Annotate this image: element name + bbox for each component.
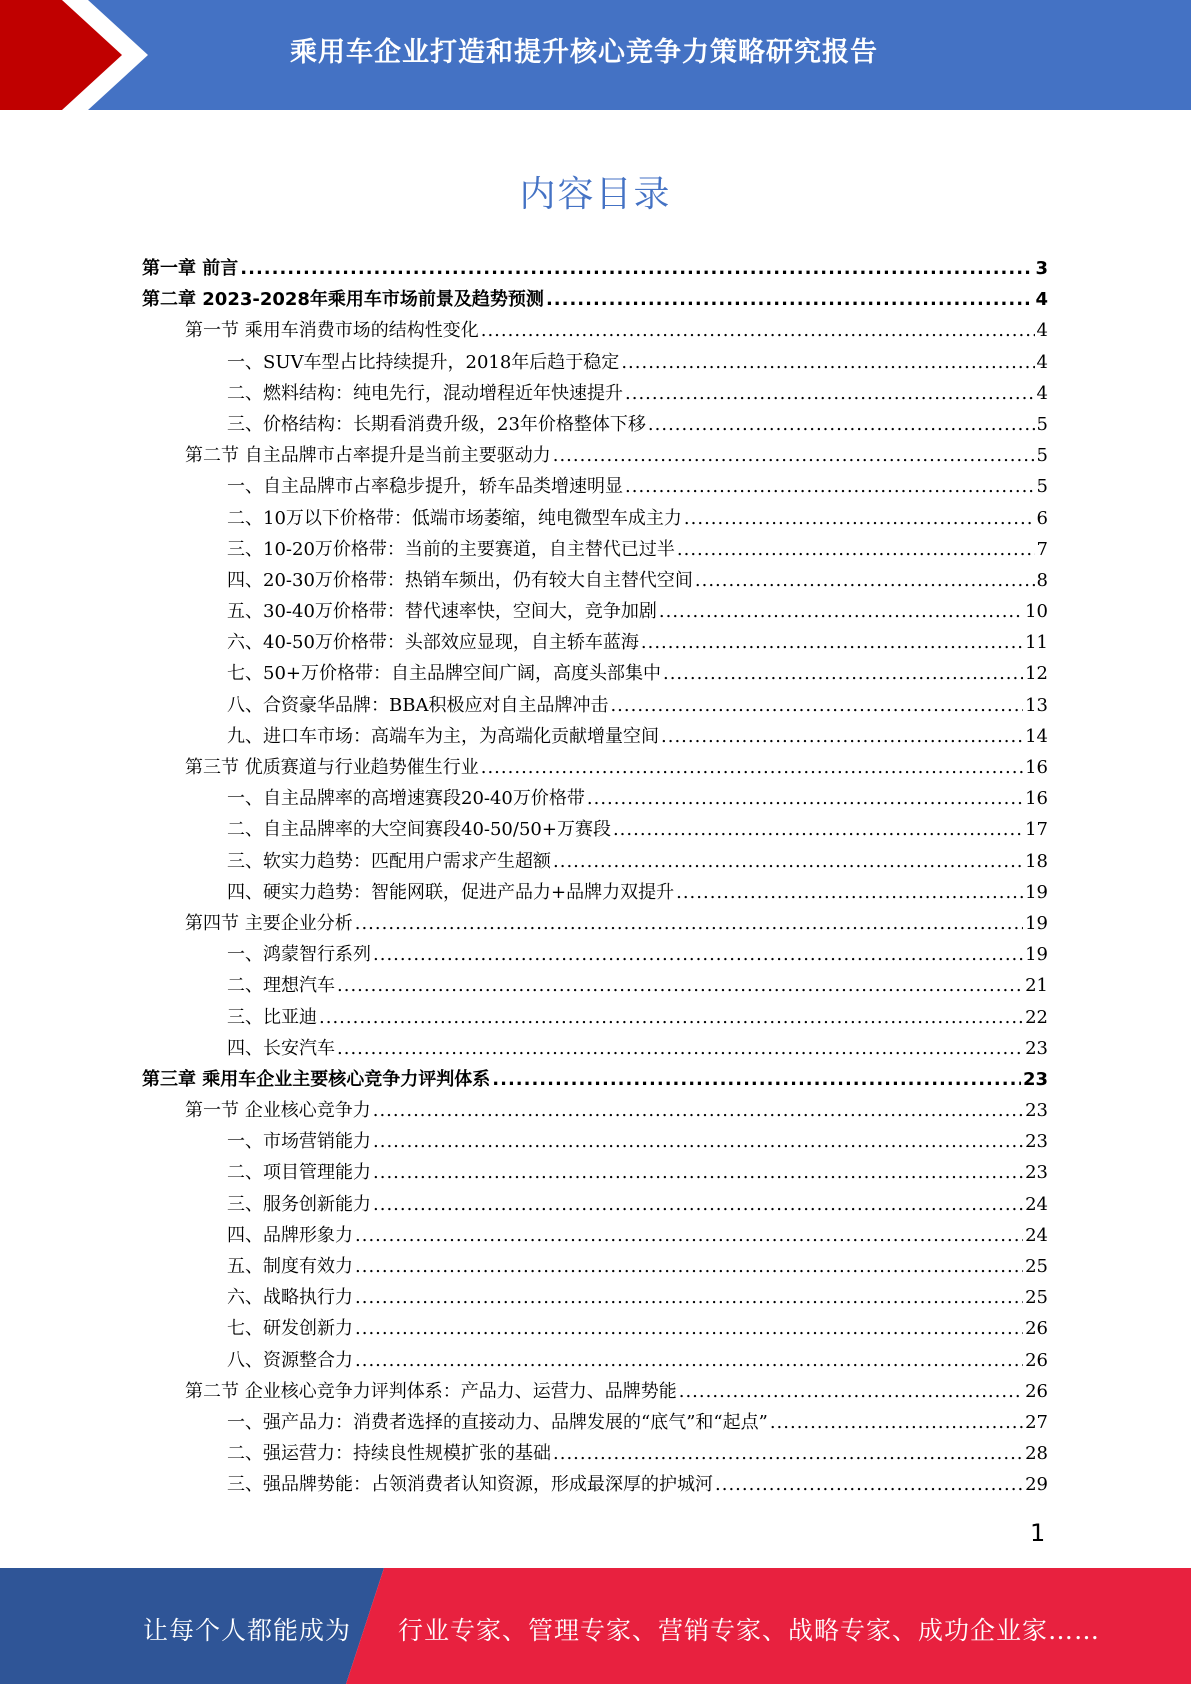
toc-entry-page: 4 xyxy=(1036,382,1048,404)
toc-subsection-entry[interactable] xyxy=(142,534,1048,565)
toc-dot-leader xyxy=(553,846,1023,877)
toc-dot-leader xyxy=(587,783,1023,814)
toc-entry-text: 三、10-20万价格带：当前的主要赛道，自主替代已过半 xyxy=(227,538,675,560)
toc-dot-leader xyxy=(481,315,1035,346)
toc-subsection-entry[interactable] xyxy=(142,690,1048,721)
toc-subsection-entry[interactable] xyxy=(142,658,1048,689)
toc-entry-page: 14 xyxy=(1025,725,1048,747)
toc-subsection-entry[interactable] xyxy=(142,783,1048,814)
toc-dot-leader xyxy=(337,970,1023,1001)
toc-dot-leader xyxy=(355,908,1023,939)
toc-entry-text: 第二节 自主品牌市占率提升是当前主要驱动力 xyxy=(185,445,551,467)
toc-dot-leader xyxy=(355,1251,1023,1282)
toc-entry-page: 24 xyxy=(1025,1224,1048,1246)
toc-entry-page: 4 xyxy=(1035,289,1048,311)
toc-entry-text: 一、自主品牌率的高增速赛段20-40万价格带 xyxy=(227,788,585,810)
toc-entry-text: 七、50+万价格带：自主品牌空间广阔，高度头部集中 xyxy=(227,663,661,685)
toc-entry-page: 16 xyxy=(1025,788,1048,810)
toc-dot-leader xyxy=(676,877,1023,908)
toc-dot-leader xyxy=(319,1002,1023,1033)
toc-entry-text: 第三节 优质赛道与行业趋势催生行业 xyxy=(185,757,479,778)
toc-dot-leader xyxy=(240,253,1033,284)
toc-subsection-entry[interactable] xyxy=(142,877,1048,908)
footer-slogan-right: 行业专家、管理专家、营销专家、战略专家、成功企业家…… xyxy=(398,1616,1101,1645)
toc-entry-text: 第二章 2023-2028年乘用车市场前景及趋势预测 xyxy=(142,289,544,311)
toc-entry-text: 三、服务创新能力 xyxy=(227,1193,371,1215)
toc-entry-text: 二、项目管理能力 xyxy=(227,1162,371,1184)
toc-section-entry[interactable] xyxy=(142,908,1048,939)
toc-dot-leader xyxy=(373,1126,1023,1157)
toc-entry-page: 18 xyxy=(1025,850,1048,872)
toc-dot-leader xyxy=(492,1064,1021,1095)
toc-dot-leader xyxy=(715,1469,1023,1500)
toc-dot-leader xyxy=(355,1313,1023,1344)
toc-entry-page: 26 xyxy=(1025,1380,1048,1402)
toc-entry-page: 19 xyxy=(1025,944,1048,966)
toc-entry-text: 六、40-50万价格带：头部效应显现，自主轿车蓝海 xyxy=(227,632,639,654)
toc-entry-text: 九、进口车市场：高端车为主，为高端化贡献增量空间 xyxy=(227,725,659,747)
toc-entry-page: 5 xyxy=(1036,413,1048,435)
toc-entry-text: 第一节 乘用车消费市场的结构性变化 xyxy=(185,320,479,342)
toc-entry-page: 26 xyxy=(1025,1349,1048,1371)
toc-entry-page: 3 xyxy=(1035,258,1048,279)
toc-entry-text: 一、自主品牌市占率稳步提升，轿车品类增速明显 xyxy=(227,476,623,498)
toc-entry-page: 5 xyxy=(1036,445,1048,467)
toc-dot-leader xyxy=(355,1345,1023,1376)
toc-entry-text: 二、强运营力：持续良性规模扩张的基础 xyxy=(227,1443,551,1465)
toc-entry-text: 第二节 企业核心竞争力评判体系：产品力、运营力、品牌势能 xyxy=(185,1380,677,1402)
toc-subsection-entry[interactable] xyxy=(142,1189,1048,1220)
toc-entry-page: 26 xyxy=(1025,1318,1048,1340)
toc-entry-page: 27 xyxy=(1025,1411,1048,1433)
toc-subsection-entry[interactable] xyxy=(142,939,1048,970)
toc-entry-text: 五、制度有效力 xyxy=(227,1256,353,1277)
toc-entry-text: 二、理想汽车 xyxy=(227,975,335,997)
toc-dot-leader xyxy=(373,1189,1023,1220)
toc-entry-page: 5 xyxy=(1036,476,1048,498)
toc-dot-leader xyxy=(641,627,1023,658)
toc-subsection-entry[interactable] xyxy=(142,1220,1048,1251)
toc-dot-leader xyxy=(481,752,1023,783)
toc-entry-text: 三、软实力趋势：匹配用户需求产生超额 xyxy=(227,850,551,872)
toc-entry-page: 25 xyxy=(1025,1256,1048,1277)
toc-entry-page: 23 xyxy=(1025,1037,1048,1059)
toc-entry-page: 13 xyxy=(1025,694,1048,716)
toc-subsection-entry[interactable] xyxy=(142,814,1048,845)
toc-entry-page: 24 xyxy=(1025,1193,1048,1215)
table-of-contents xyxy=(142,253,1048,1501)
toc-dot-leader xyxy=(373,1095,1023,1126)
toc-dot-leader xyxy=(663,658,1023,689)
toc-dot-leader xyxy=(679,1376,1023,1407)
toc-entry-text: 四、硬实力趋势：智能网联，促进产品力+品牌力双提升 xyxy=(227,881,675,903)
toc-subsection-entry[interactable] xyxy=(142,1313,1048,1344)
toc-section-entry[interactable] xyxy=(142,1095,1048,1126)
toc-subsection-entry[interactable] xyxy=(142,1251,1048,1282)
toc-entry-page: 19 xyxy=(1025,912,1048,934)
toc-entry-text: 一、市场营销能力 xyxy=(227,1131,371,1153)
page-number: 1 xyxy=(1030,1519,1046,1547)
toc-entry-text: 一、鸿蒙智行系列 xyxy=(227,944,371,966)
toc-entry-text: 六、战略执行力 xyxy=(227,1287,353,1309)
toc-section-entry[interactable] xyxy=(142,1376,1048,1407)
toc-dot-leader xyxy=(355,1282,1023,1313)
toc-entry-text: 二、燃料结构：纯电先行，混动增程近年快速提升 xyxy=(227,382,623,404)
toc-entry-text: 第一章 前言 xyxy=(142,258,239,279)
toc-section-entry[interactable] xyxy=(142,315,1048,346)
toc-entry-text: 八、合资豪华品牌：BBA积极应对自主品牌冲击 xyxy=(227,694,609,716)
toc-entry-text: 四、长安汽车 xyxy=(227,1037,335,1059)
toc-subsection-entry[interactable] xyxy=(142,1345,1048,1376)
toc-entry-text: 三、强品牌势能：占领消费者认知资源，形成最深厚的护城河 xyxy=(227,1474,713,1496)
toc-entry-page: 7 xyxy=(1036,538,1048,560)
toc-entry-page: 28 xyxy=(1025,1443,1048,1465)
toc-dot-leader xyxy=(677,534,1035,565)
footer-slogan-left: 让每个人都能成为 xyxy=(143,1616,352,1645)
toc-entry-text: 第三章 乘用车企业主要核心竞争力评判体系 xyxy=(142,1068,491,1090)
toc-dot-leader xyxy=(337,1033,1023,1064)
toc-dot-leader xyxy=(621,347,1034,378)
toc-entry-page: 8 xyxy=(1036,569,1048,591)
toc-entry-text: 四、品牌形象力 xyxy=(227,1224,353,1246)
toc-subsection-entry[interactable] xyxy=(142,1469,1048,1500)
toc-entry-text: 七、研发创新力 xyxy=(227,1318,353,1340)
toc-entry-text: 一、强产品力：消费者选择的直接动力、品牌发展的“底气”和“起点” xyxy=(227,1411,768,1433)
toc-entry-page: 6 xyxy=(1036,507,1048,529)
toc-dot-leader xyxy=(613,814,1023,845)
toc-entry-text: 三、比亚迪 xyxy=(227,1006,317,1028)
toc-entry-page: 12 xyxy=(1025,663,1048,685)
toc-heading: 内容目录 xyxy=(519,174,672,215)
toc-entry-page: 21 xyxy=(1025,975,1048,997)
toc-entry-text: 二、自主品牌率的大空间赛段40-50/50+万赛段 xyxy=(227,819,611,841)
toc-entry-page: 29 xyxy=(1025,1474,1048,1496)
toc-subsection-entry[interactable] xyxy=(142,1126,1048,1157)
toc-entry-page: 19 xyxy=(1025,881,1048,903)
toc-subsection-entry[interactable] xyxy=(142,627,1048,658)
toc-dot-leader xyxy=(625,471,1035,502)
toc-entry-page: 23 xyxy=(1022,1068,1048,1090)
toc-dot-leader xyxy=(610,690,1023,721)
toc-subsection-entry[interactable] xyxy=(142,347,1048,378)
toc-entry-text: 第一节 企业核心竞争力 xyxy=(185,1100,371,1122)
toc-subsection-entry[interactable] xyxy=(142,1002,1048,1033)
toc-entry-page: 23 xyxy=(1025,1131,1048,1153)
toc-entry-text: 四、20-30万价格带：热销车频出，仍有较大自主替代空间 xyxy=(227,569,693,591)
toc-dot-leader xyxy=(661,721,1023,752)
toc-dot-leader xyxy=(546,284,1034,315)
toc-entry-text: 五、30-40万价格带：替代速率快，空间大，竞争加剧 xyxy=(227,601,657,623)
toc-entry-page: 23 xyxy=(1025,1162,1048,1184)
toc-dot-leader xyxy=(373,1157,1023,1188)
toc-subsection-entry[interactable] xyxy=(142,503,1048,534)
toc-chapter-entry[interactable] xyxy=(142,284,1048,315)
toc-entry-page: 10 xyxy=(1025,601,1048,623)
toc-subsection-entry[interactable] xyxy=(142,596,1048,627)
toc-dot-leader xyxy=(625,378,1035,409)
toc-dot-leader xyxy=(770,1407,1023,1438)
toc-entry-page: 23 xyxy=(1025,1100,1048,1122)
toc-subsection-entry[interactable] xyxy=(142,471,1048,502)
toc-dot-leader xyxy=(553,440,1035,471)
toc-entry-page: 16 xyxy=(1025,757,1048,778)
toc-dot-leader xyxy=(553,1438,1023,1469)
toc-dot-leader xyxy=(373,939,1023,970)
toc-chapter-entry[interactable] xyxy=(142,1064,1048,1095)
toc-entry-text: 八、资源整合力 xyxy=(227,1349,353,1371)
report-title: 乘用车企业打造和提升核心竞争力策略研究报告 xyxy=(290,37,878,68)
toc-subsection-entry[interactable] xyxy=(142,378,1048,409)
toc-subsection-entry[interactable] xyxy=(142,1407,1048,1438)
toc-section-entry[interactable] xyxy=(142,440,1048,471)
toc-dot-leader xyxy=(648,409,1035,440)
toc-chapter-entry[interactable] xyxy=(142,253,1048,284)
toc-subsection-entry[interactable] xyxy=(142,1282,1048,1313)
toc-section-entry[interactable] xyxy=(142,752,1048,783)
toc-dot-leader xyxy=(695,565,1035,596)
toc-subsection-entry[interactable] xyxy=(142,846,1048,877)
page-header xyxy=(0,0,1191,110)
toc-entry-page: 4 xyxy=(1036,351,1048,373)
toc-entry-page: 25 xyxy=(1025,1287,1048,1309)
toc-entry-page: 11 xyxy=(1025,632,1048,654)
toc-entry-page: 17 xyxy=(1025,819,1048,841)
toc-entry-text: 二、10万以下价格带：低端市场萎缩，纯电微型车成主力 xyxy=(227,507,682,529)
toc-subsection-entry[interactable] xyxy=(142,721,1048,752)
toc-subsection-entry[interactable] xyxy=(142,409,1048,440)
toc-entry-page: 22 xyxy=(1025,1006,1048,1028)
toc-subsection-entry[interactable] xyxy=(142,565,1048,596)
toc-entry-page: 4 xyxy=(1036,320,1048,342)
toc-dot-leader xyxy=(684,503,1035,534)
toc-dot-leader xyxy=(659,596,1023,627)
toc-entry-text: 第四节 主要企业分析 xyxy=(185,912,353,934)
toc-subsection-entry[interactable] xyxy=(142,1157,1048,1188)
toc-subsection-entry[interactable] xyxy=(142,970,1048,1001)
page-footer xyxy=(0,1568,1191,1684)
toc-entry-text: 三、价格结构：长期看消费升级，23年价格整体下移 xyxy=(227,413,646,435)
toc-subsection-entry[interactable] xyxy=(142,1438,1048,1469)
toc-entry-text: 一、SUV车型占比持续提升，2018年后趋于稳定 xyxy=(227,351,620,373)
toc-subsection-entry[interactable] xyxy=(142,1033,1048,1064)
toc-dot-leader xyxy=(355,1220,1023,1251)
